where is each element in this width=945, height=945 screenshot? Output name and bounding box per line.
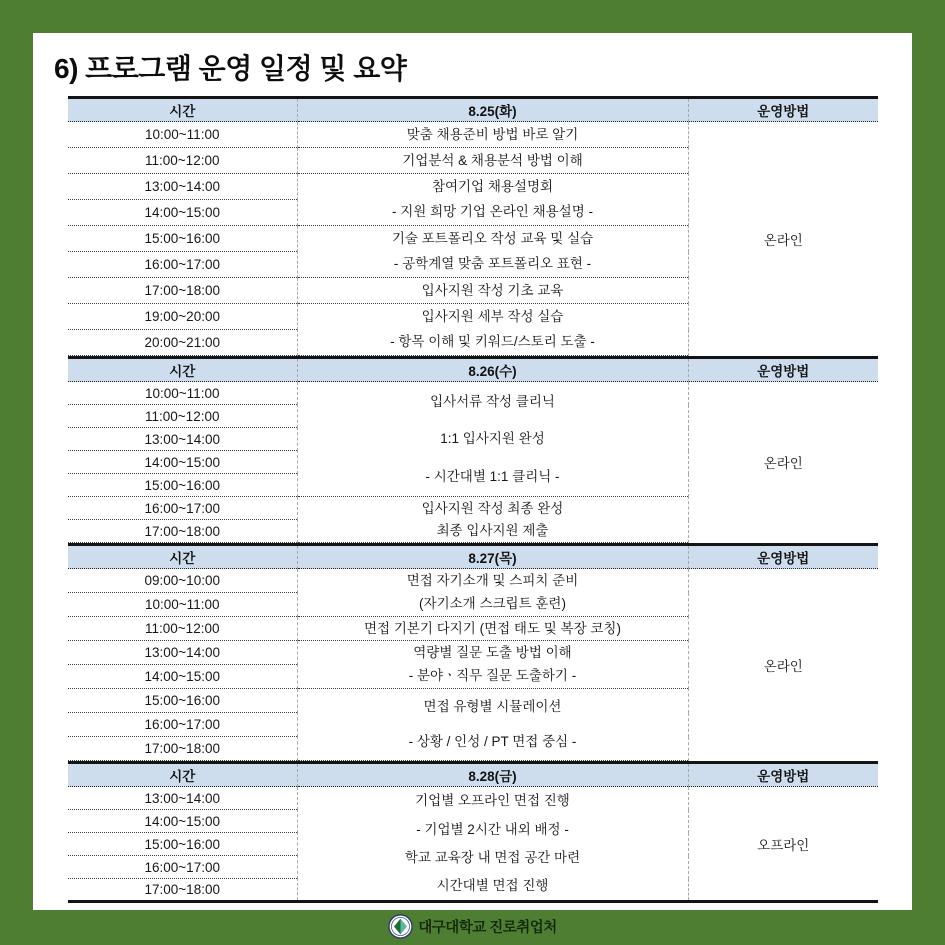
method-column-header: 운영방법 [688,545,878,569]
time-cell: 13:00~14:00 [68,174,297,200]
time-cell: 09:00~10:00 [68,569,297,593]
program-line: 최종 입사지원 제출 [436,522,549,538]
program-cell [297,617,688,641]
program-line: 입사지원 작성 기초 교육 [421,282,564,298]
table-row [68,569,878,593]
program-line: 기업분석 & 채용분석 방법 이해 [402,152,583,168]
method-column-header: 운영방법 [688,763,878,787]
program-cell [297,497,688,543]
time-cell: 10:00~11:00 [68,382,297,405]
program-line: 입사지원 작성 최종 완성 [421,500,564,516]
program-cell [297,304,688,356]
program-line: - 기업별 2시간 내외 배정 - [416,821,569,837]
program-cell [297,689,688,761]
program-line: 기술 포트폴리오 작성 교육 및 실습 [391,231,594,247]
date-column-header: 8.27(목) [297,545,688,569]
time-cell: 16:00~17:00 [68,713,297,737]
table-row [68,787,878,810]
time-cell: 16:00~17:00 [68,497,297,520]
program-cell-lines [298,642,688,688]
date-column-header: 8.25(화) [297,98,688,122]
time-cell: 14:00~15:00 [68,665,297,689]
time-column-header: 시간 [68,358,297,382]
method-cell: 오프라인 [688,787,878,902]
program-cell-lines [298,690,688,760]
program-cell [297,787,688,902]
program-line: - 공학계열 맞춤 포트폴리오 표현 - [393,256,592,272]
program-line: 면접 유형별 시뮬레이션 [423,699,562,715]
program-cell [297,174,688,226]
program-line: 면접 자기소개 및 스피치 준비 [406,573,579,589]
program-cell [297,641,688,689]
program-cell-lines [298,305,688,355]
program-cell-lines [298,175,688,225]
program-cell-lines [298,227,688,277]
schedule-table-1 [68,96,878,356]
program-cell [297,122,688,148]
page-title: 6) 프로그램 운영 일정 및 요약 [54,53,407,84]
time-cell: 14:00~15:00 [68,451,297,474]
footer-org-name: 대구대학교 진로취업처 [418,919,557,936]
time-cell: 13:00~14:00 [68,428,297,451]
method-cell: 온라인 [688,569,878,761]
program-cell-lines [298,149,688,173]
program-line: - 항목 이해 및 키워드/스토리 도출 - [390,334,595,350]
time-cell: 11:00~12:00 [68,405,297,428]
schedule-table-4 [68,761,878,903]
time-cell: 19:00~20:00 [68,304,297,330]
university-emblem-icon [388,914,413,939]
date-column-header: 8.26(수) [297,358,688,382]
method-cell: 온라인 [688,382,878,543]
table-row [68,382,878,405]
time-cell: 10:00~11:00 [68,122,297,148]
time-cell: 17:00~18:00 [68,278,297,304]
time-cell: 13:00~14:00 [68,641,297,665]
time-cell: 15:00~16:00 [68,474,297,497]
time-cell: 10:00~11:00 [68,593,297,617]
program-line: 입사서류 작성 클리닉 [430,393,555,409]
program-line: - 지원 희망 기업 온라인 채용설명 - [391,204,594,220]
schedule-tables [68,96,878,903]
time-cell: 14:00~15:00 [68,810,297,833]
time-cell: 17:00~18:00 [68,737,297,761]
document-page [33,33,912,910]
method-column-header: 운영방법 [688,358,878,382]
program-cell [297,569,688,617]
time-cell: 11:00~12:00 [68,148,297,174]
program-cell-lines [298,570,688,616]
time-cell: 13:00~14:00 [68,787,297,810]
time-cell: 17:00~18:00 [68,879,297,902]
program-line: (자기소개 스크립트 훈련) [419,596,566,612]
time-column-header: 시간 [68,98,297,122]
program-line: 면접 기본기 다지기 (면접 태도 및 복장 코칭) [364,620,621,636]
program-cell-lines [298,123,688,147]
time-cell: 17:00~18:00 [68,520,297,543]
method-column-header: 운영방법 [688,98,878,122]
program-cell [297,278,688,304]
program-cell [297,382,688,497]
time-cell: 16:00~17:00 [68,252,297,278]
program-line: 맞춤 채용준비 방법 바로 알기 [406,126,579,142]
time-cell: 11:00~12:00 [68,617,297,641]
footer [0,910,945,942]
time-column-header: 시간 [68,545,297,569]
program-cell [297,148,688,174]
time-cell: 20:00~21:00 [68,330,297,356]
time-column-header: 시간 [68,763,297,787]
program-line: 시간대별 면접 진행 [436,878,549,894]
schedule-table-3 [68,543,878,761]
program-cell-lines [298,618,688,640]
program-line: 참여기업 채용설명회 [431,179,554,195]
program-line: - 상황 / 인성 / PT 면접 중심 - [408,734,577,750]
time-cell: 16:00~17:00 [68,856,297,879]
program-line: 기업별 오프라인 면접 진행 [415,793,570,809]
program-cell-lines [298,279,688,303]
time-cell: 14:00~15:00 [68,200,297,226]
table-row [68,122,878,148]
time-cell: 15:00~16:00 [68,226,297,252]
program-cell-lines [298,498,688,542]
time-cell: 15:00~16:00 [68,689,297,713]
program-line: 입사지원 세부 작성 실습 [421,309,564,325]
method-cell: 온라인 [688,122,878,356]
program-line: 학교 교육장 내 면접 공간 마련 [404,849,581,865]
program-line: 역량별 질문 도출 방법 이해 [413,645,572,661]
program-cell [297,226,688,278]
schedule-table-2 [68,356,878,543]
program-line: - 시간대별 1:1 클리닉 - [425,468,560,484]
program-cell-lines [298,787,688,900]
program-line: - 분야ㆍ직무 질문 도출하기 - [408,668,577,684]
time-cell: 15:00~16:00 [68,833,297,856]
program-cell-lines [298,383,688,496]
program-line: 1:1 입사지원 완성 [440,431,545,447]
date-column-header: 8.28(금) [297,763,688,787]
